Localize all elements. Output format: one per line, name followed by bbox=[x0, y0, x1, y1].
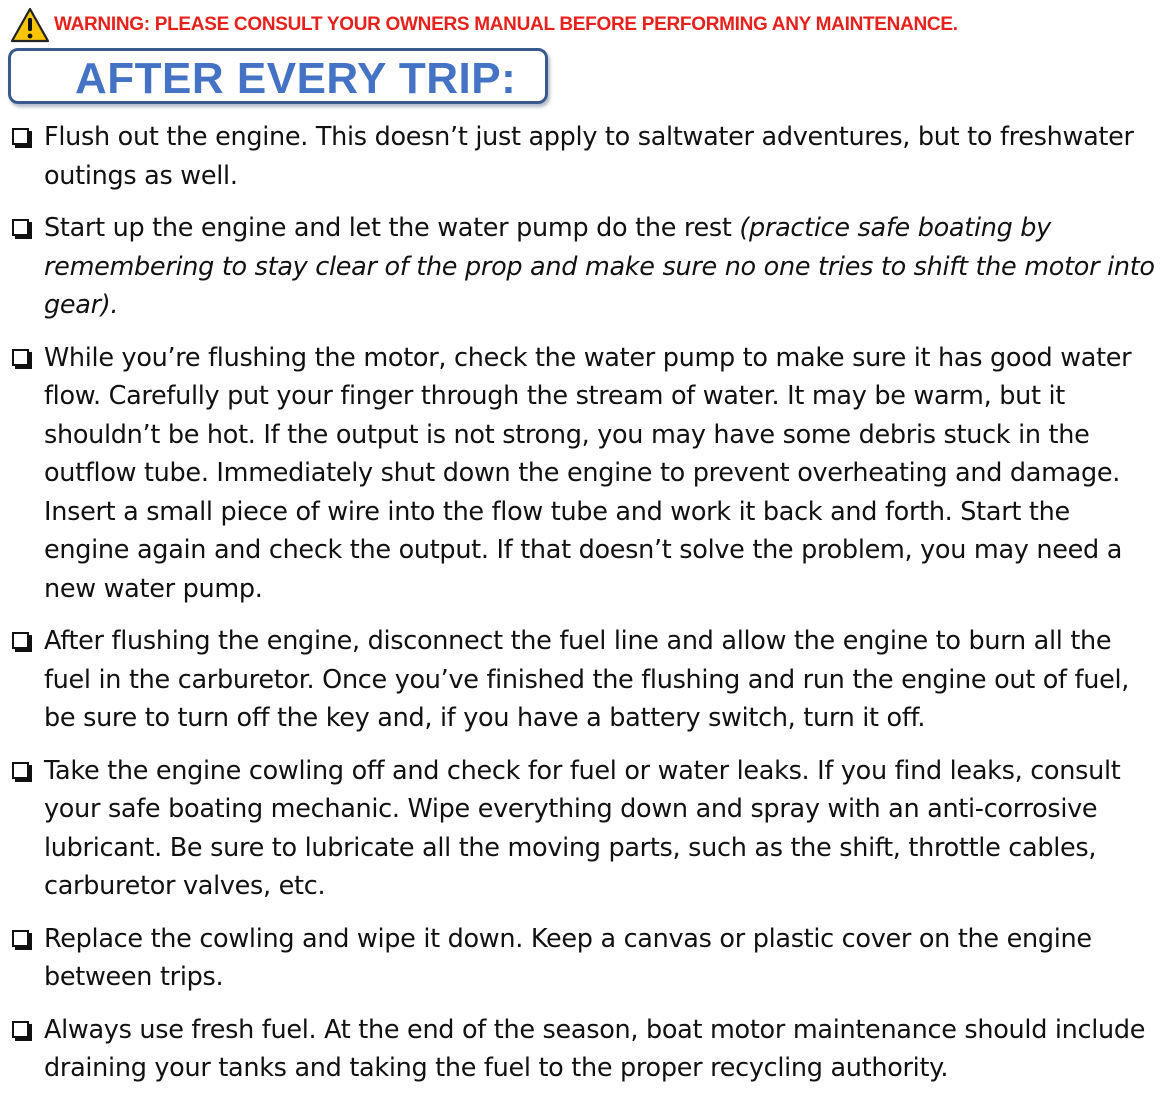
item-text: While you’re flushing the motor, check the water pump to make sure it has good water flow. Carefully put your finger through the stream of water. It may be warm, but it shouldn’t be hot. If the output is not strong, you may have some debris stuck in the outflow tube. Immediately shut down the engine to prevent overheating and damage. Insert a small piece of wire into the flow tube and work it back and forth. Start the engine again and check the output. If that doesn’t solve the problem, you may need a new water pump. bbox=[44, 342, 1132, 604]
checklist-item bbox=[10, 622, 1160, 738]
item-text: Start up the engine and let the water pump do the rest bbox=[44, 213, 740, 243]
checkbox-icon[interactable] bbox=[12, 632, 29, 649]
checklist-item bbox=[10, 920, 1160, 997]
item-text: Always use fresh fuel. At the end of the season, boat motor maintenance should include draining your tanks and taking the fuel to the proper recycling authority. bbox=[44, 1014, 1146, 1083]
item-text: Replace the cowling and wipe it down. Keep a canvas or plastic cover on the engine between trips. bbox=[44, 923, 1092, 992]
page-title: AFTER EVERY TRIP: bbox=[75, 54, 517, 103]
checklist bbox=[10, 118, 1160, 1102]
checklist-item bbox=[10, 339, 1160, 609]
checklist-item bbox=[10, 118, 1160, 195]
warning-text: WARNING: PLEASE CONSULT YOUR OWNERS MANUAL BEFORE PERFORMING ANY MAINTENANCE. bbox=[54, 14, 958, 35]
item-italic-note: (practice safe boating by remembering to stay clear of the prop and make sure no one tries to shift the motor into gear). bbox=[44, 213, 1155, 320]
item-text: After flushing the engine, disconnect the fuel line and allow the engine to burn all the fuel in the carburetor. Once you’ve finished the flushing and run the engine out of fuel, be sure to turn off the key and, if you have a battery switch, turn it off. bbox=[44, 626, 1130, 733]
item-text: Take the engine cowling off and check for fuel or water leaks. If you find leaks, consult your safe boating mechanic. Wipe everything down and spray with an anti-corrosive lubricant. Be sure to lubricate all the moving parts, such as the shift, throttle cables, carburetor valves, etc. bbox=[44, 755, 1121, 901]
checklist-item bbox=[10, 1011, 1160, 1088]
checkbox-icon[interactable] bbox=[12, 1021, 29, 1038]
checkbox-icon[interactable] bbox=[12, 219, 29, 236]
warning-triangle-icon bbox=[10, 7, 50, 43]
checkbox-icon[interactable] bbox=[12, 128, 29, 145]
checkbox-icon[interactable] bbox=[12, 349, 29, 366]
checkbox-icon[interactable] bbox=[12, 762, 29, 779]
item-text: Flush out the engine. This doesn’t just apply to saltwater adventures, but to freshwater outings as well. bbox=[44, 122, 1134, 191]
heading-box bbox=[8, 48, 548, 104]
checkbox-icon[interactable] bbox=[12, 930, 29, 947]
checklist-item bbox=[10, 752, 1160, 906]
checklist-item bbox=[10, 209, 1160, 325]
warning-banner bbox=[10, 6, 958, 44]
